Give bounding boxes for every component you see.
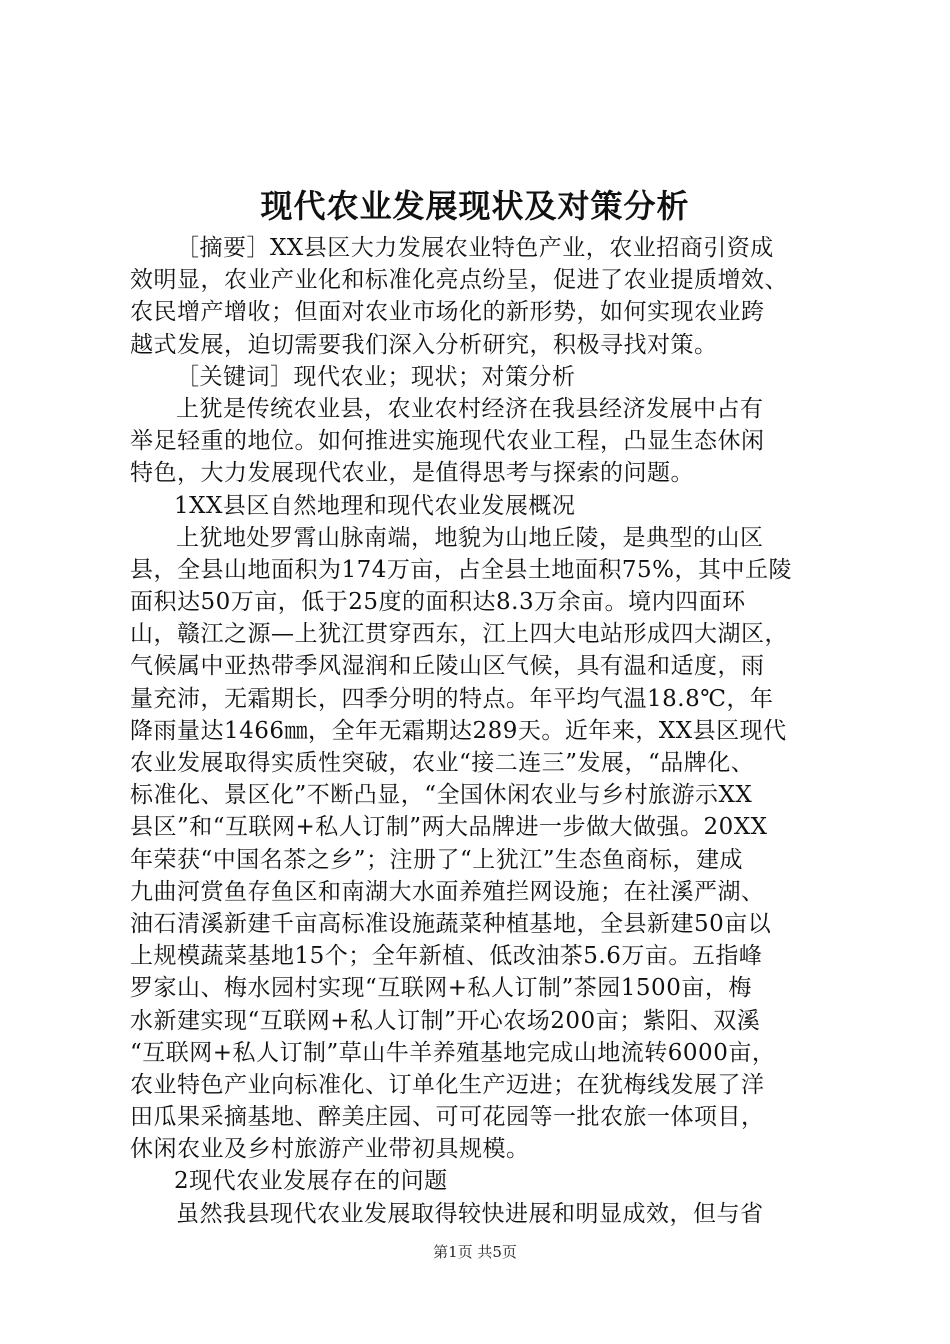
- abstract-line: 越式发展，迫切需要我们深入分析研究，积极寻找对策。: [130, 331, 718, 358]
- paragraph-line: 九曲河赏鱼存鱼区和南湖大水面养殖拦网设施；在社溪严湖、: [130, 878, 765, 905]
- paragraph-line: 气候属中亚热带季风湿润和丘陵山区气候，具有温和适度，雨: [130, 653, 765, 680]
- paragraph-line: “互联网+私人订制”草山牛羊养殖基地完成山地流转6000亩，: [130, 1039, 776, 1066]
- paragraph-line: 水新建实现“互联网+私人订制”开心农场200亩；紫阳、双溪: [130, 1007, 761, 1034]
- page-footer: 第1页 共5页: [433, 1243, 517, 1261]
- abstract-line: ［摘要］XX县区大力发展农业特色产业，农业招商引资成: [176, 235, 774, 261]
- paragraph-line: 上犹地处罗霄山脉南端，地貌为山地丘陵，是典型的山区: [176, 524, 764, 551]
- section-heading: 1XX县区自然地理和现代农业发展概况: [174, 492, 576, 519]
- paragraph-line: 降雨量达1466㎜，全年无霜期达289天。近年来，XX县区现代: [130, 717, 787, 744]
- paragraph-line: 油石清溪新建千亩高标准设施蔬菜种植基地，全县新建50亩以: [130, 910, 772, 937]
- document-title: 现代农业发展现状及对策分析: [260, 187, 690, 225]
- document-body: [130, 232, 835, 1230]
- abstract-line: 效明显，农业产业化和标准化亮点纷呈，促进了农业提质增效、: [130, 267, 788, 294]
- paragraph-line: 上犹是传统农业县，农业农村经济在我县经济发展中占有: [176, 395, 764, 422]
- paragraph-line: 特色，大力发展现代农业，是值得思考与探索的问题。: [130, 460, 694, 487]
- paragraph-line: 休闲农业及乡村旅游产业带初具规模。: [130, 1136, 530, 1163]
- paragraph-line: 农业特色产业向标准化、订单化生产迈进；在犹梅线发展了洋: [130, 1071, 765, 1098]
- paragraph-line: 虽然我县现代农业发展取得较快进展和明显成效，但与省: [176, 1200, 764, 1227]
- section-heading: 2现代农业发展存在的问题: [174, 1168, 448, 1195]
- paragraph-line: 县，全县山地面积为174万亩，占全县土地面积75%，其中丘陵: [130, 556, 793, 583]
- keywords-line: ［关键词］现代农业；现状；对策分析: [176, 363, 576, 390]
- paragraph-line: 农业发展取得实质性突破，农业“接二连三”发展，“品牌化、: [130, 750, 755, 776]
- paragraph-line: 面积达50万亩，低于25度的面积达8.3万余亩。境内四面环: [130, 589, 746, 616]
- paragraph-line: 罗家山、梅水园村实现“互联网+私人订制”茶园1500亩，梅: [130, 975, 752, 1002]
- paragraph-line: 田瓜果采摘基地、醉美庄园、可可花园等一批农旅一体项目，: [130, 1104, 765, 1131]
- paragraph-line: 标准化、景区化”不断凸显，“全国休闲农业与乡村旅游示XX: [130, 782, 753, 809]
- paragraph-line: 年荣获“中国名茶之乡”；注册了“上犹江”生态鱼商标，建成: [130, 846, 744, 873]
- paragraph-line: 山，赣江之源—上犹江贯穿西东，江上四大电站形成四大湖区，: [130, 621, 788, 648]
- paragraph-line: 量充沛，无霜期长，四季分明的特点。年平均气温18.8℃，年: [130, 685, 774, 712]
- abstract-line: 农民增产增收；但面对农业市场化的新形势，如何实现农业跨: [130, 299, 765, 326]
- paragraph-line: 举足轻重的地位。如何推进实施现代农业工程，凸显生态休闲: [130, 428, 765, 455]
- paragraph-line: 上规模蔬菜基地15个；全年新植、低改油茶5.6万亩。五指峰: [130, 943, 763, 970]
- paragraph-line: 县区”和“互联网+私人订制”两大品牌进一步做大做强。20XX: [130, 814, 768, 841]
